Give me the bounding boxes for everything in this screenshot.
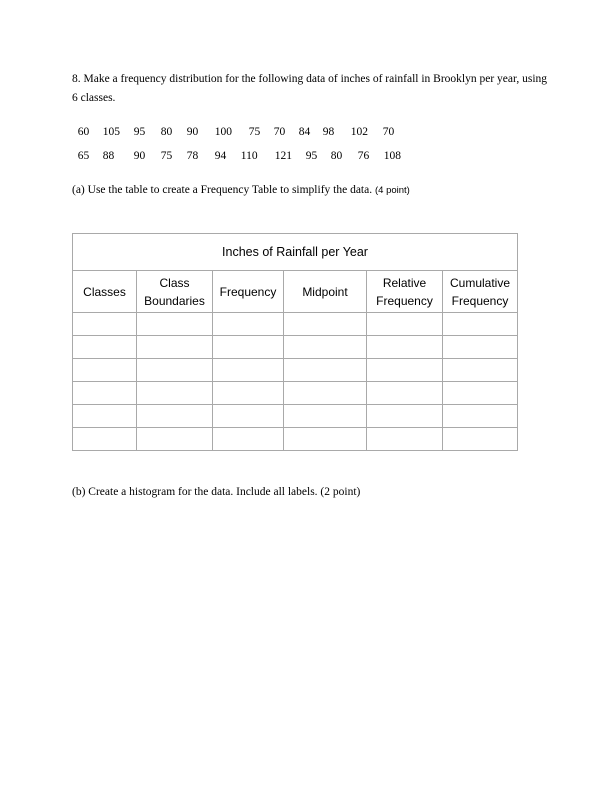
data-value: 75 (160, 150, 173, 162)
data-value: 70 (273, 126, 286, 138)
data-value: 108 (383, 150, 401, 162)
table-cell (284, 428, 367, 451)
data-value: 100 (214, 126, 232, 138)
table-cell (284, 405, 367, 428)
data-value: 80 (160, 126, 173, 138)
table-cell (367, 359, 443, 382)
table-cell (367, 428, 443, 451)
data-value: 88 (102, 150, 115, 162)
table-cell (137, 382, 213, 405)
table-cell (213, 336, 284, 359)
table-cell (284, 382, 367, 405)
data-value: 121 (274, 150, 292, 162)
table-cell (443, 313, 518, 336)
table-cell (367, 405, 443, 428)
table-cell (284, 336, 367, 359)
table-cell (73, 313, 137, 336)
table-cell (137, 405, 213, 428)
table-row (73, 359, 518, 382)
part-b-instruction: (b) Create a histogram for the data. Include all labels. (2 point) (72, 486, 361, 498)
header-relative-frequency: Relative Frequency (367, 271, 443, 313)
table-cell (213, 405, 284, 428)
table-cell (284, 359, 367, 382)
header-cumulative-frequency: Cumulative Frequency (443, 271, 518, 313)
table-cell (213, 382, 284, 405)
table-header-row (73, 271, 518, 313)
frequency-table (72, 233, 518, 451)
data-value: 90 (133, 150, 146, 162)
part-a-points: (4 point) (374, 185, 410, 196)
table-cell (73, 359, 137, 382)
table-cell (137, 359, 213, 382)
table-cell (367, 313, 443, 336)
part-a-text: (a) Use the table to create a Frequency Table to simplify the data. (72, 184, 373, 196)
table-cell (443, 336, 518, 359)
data-value: 102 (350, 126, 368, 138)
data-value: 70 (382, 126, 395, 138)
data-value: 98 (322, 126, 335, 138)
data-value: 95 (305, 150, 318, 162)
table-cell (443, 405, 518, 428)
table-cell (73, 382, 137, 405)
table-cell (73, 336, 137, 359)
table-row (73, 382, 518, 405)
data-value: 80 (330, 150, 343, 162)
table-cell (213, 428, 284, 451)
table-cell (137, 313, 213, 336)
data-value: 76 (357, 150, 370, 162)
data-value: 105 (102, 126, 120, 138)
table-row (73, 313, 518, 336)
table-cell (443, 428, 518, 451)
table-cell (213, 313, 284, 336)
data-value: 65 (77, 150, 90, 162)
part-a-instruction (72, 184, 410, 196)
table-cell (73, 428, 137, 451)
table-cell (443, 382, 518, 405)
table-title: Inches of Rainfall per Year (73, 234, 518, 271)
data-value: 110 (240, 150, 258, 162)
data-value: 90 (186, 126, 199, 138)
table-cell (73, 405, 137, 428)
data-value: 75 (248, 126, 261, 138)
data-row-1 (72, 114, 403, 138)
table-cell (137, 336, 213, 359)
table-cell (137, 428, 213, 451)
table-row (73, 405, 518, 428)
table-cell (443, 359, 518, 382)
table-cell (284, 313, 367, 336)
table-row (73, 336, 518, 359)
header-frequency: Frequency (213, 271, 284, 313)
table-cell (367, 336, 443, 359)
header-classes: Classes (73, 271, 137, 313)
data-value: 78 (186, 150, 199, 162)
header-midpoint: Midpoint (284, 271, 367, 313)
question-intro: 8. Make a frequency distribution for the following data of inches of rainfall in Brooklyn per year, using 6 classes. (72, 73, 548, 104)
data-value: 94 (214, 150, 227, 162)
data-row-2 (72, 138, 406, 162)
data-value: 84 (298, 126, 311, 138)
table-row (73, 428, 518, 451)
header-class-boundaries: Class Boundaries (137, 271, 213, 313)
data-value: 60 (77, 126, 90, 138)
table-cell (213, 359, 284, 382)
table-cell (367, 382, 443, 405)
data-value: 95 (133, 126, 146, 138)
